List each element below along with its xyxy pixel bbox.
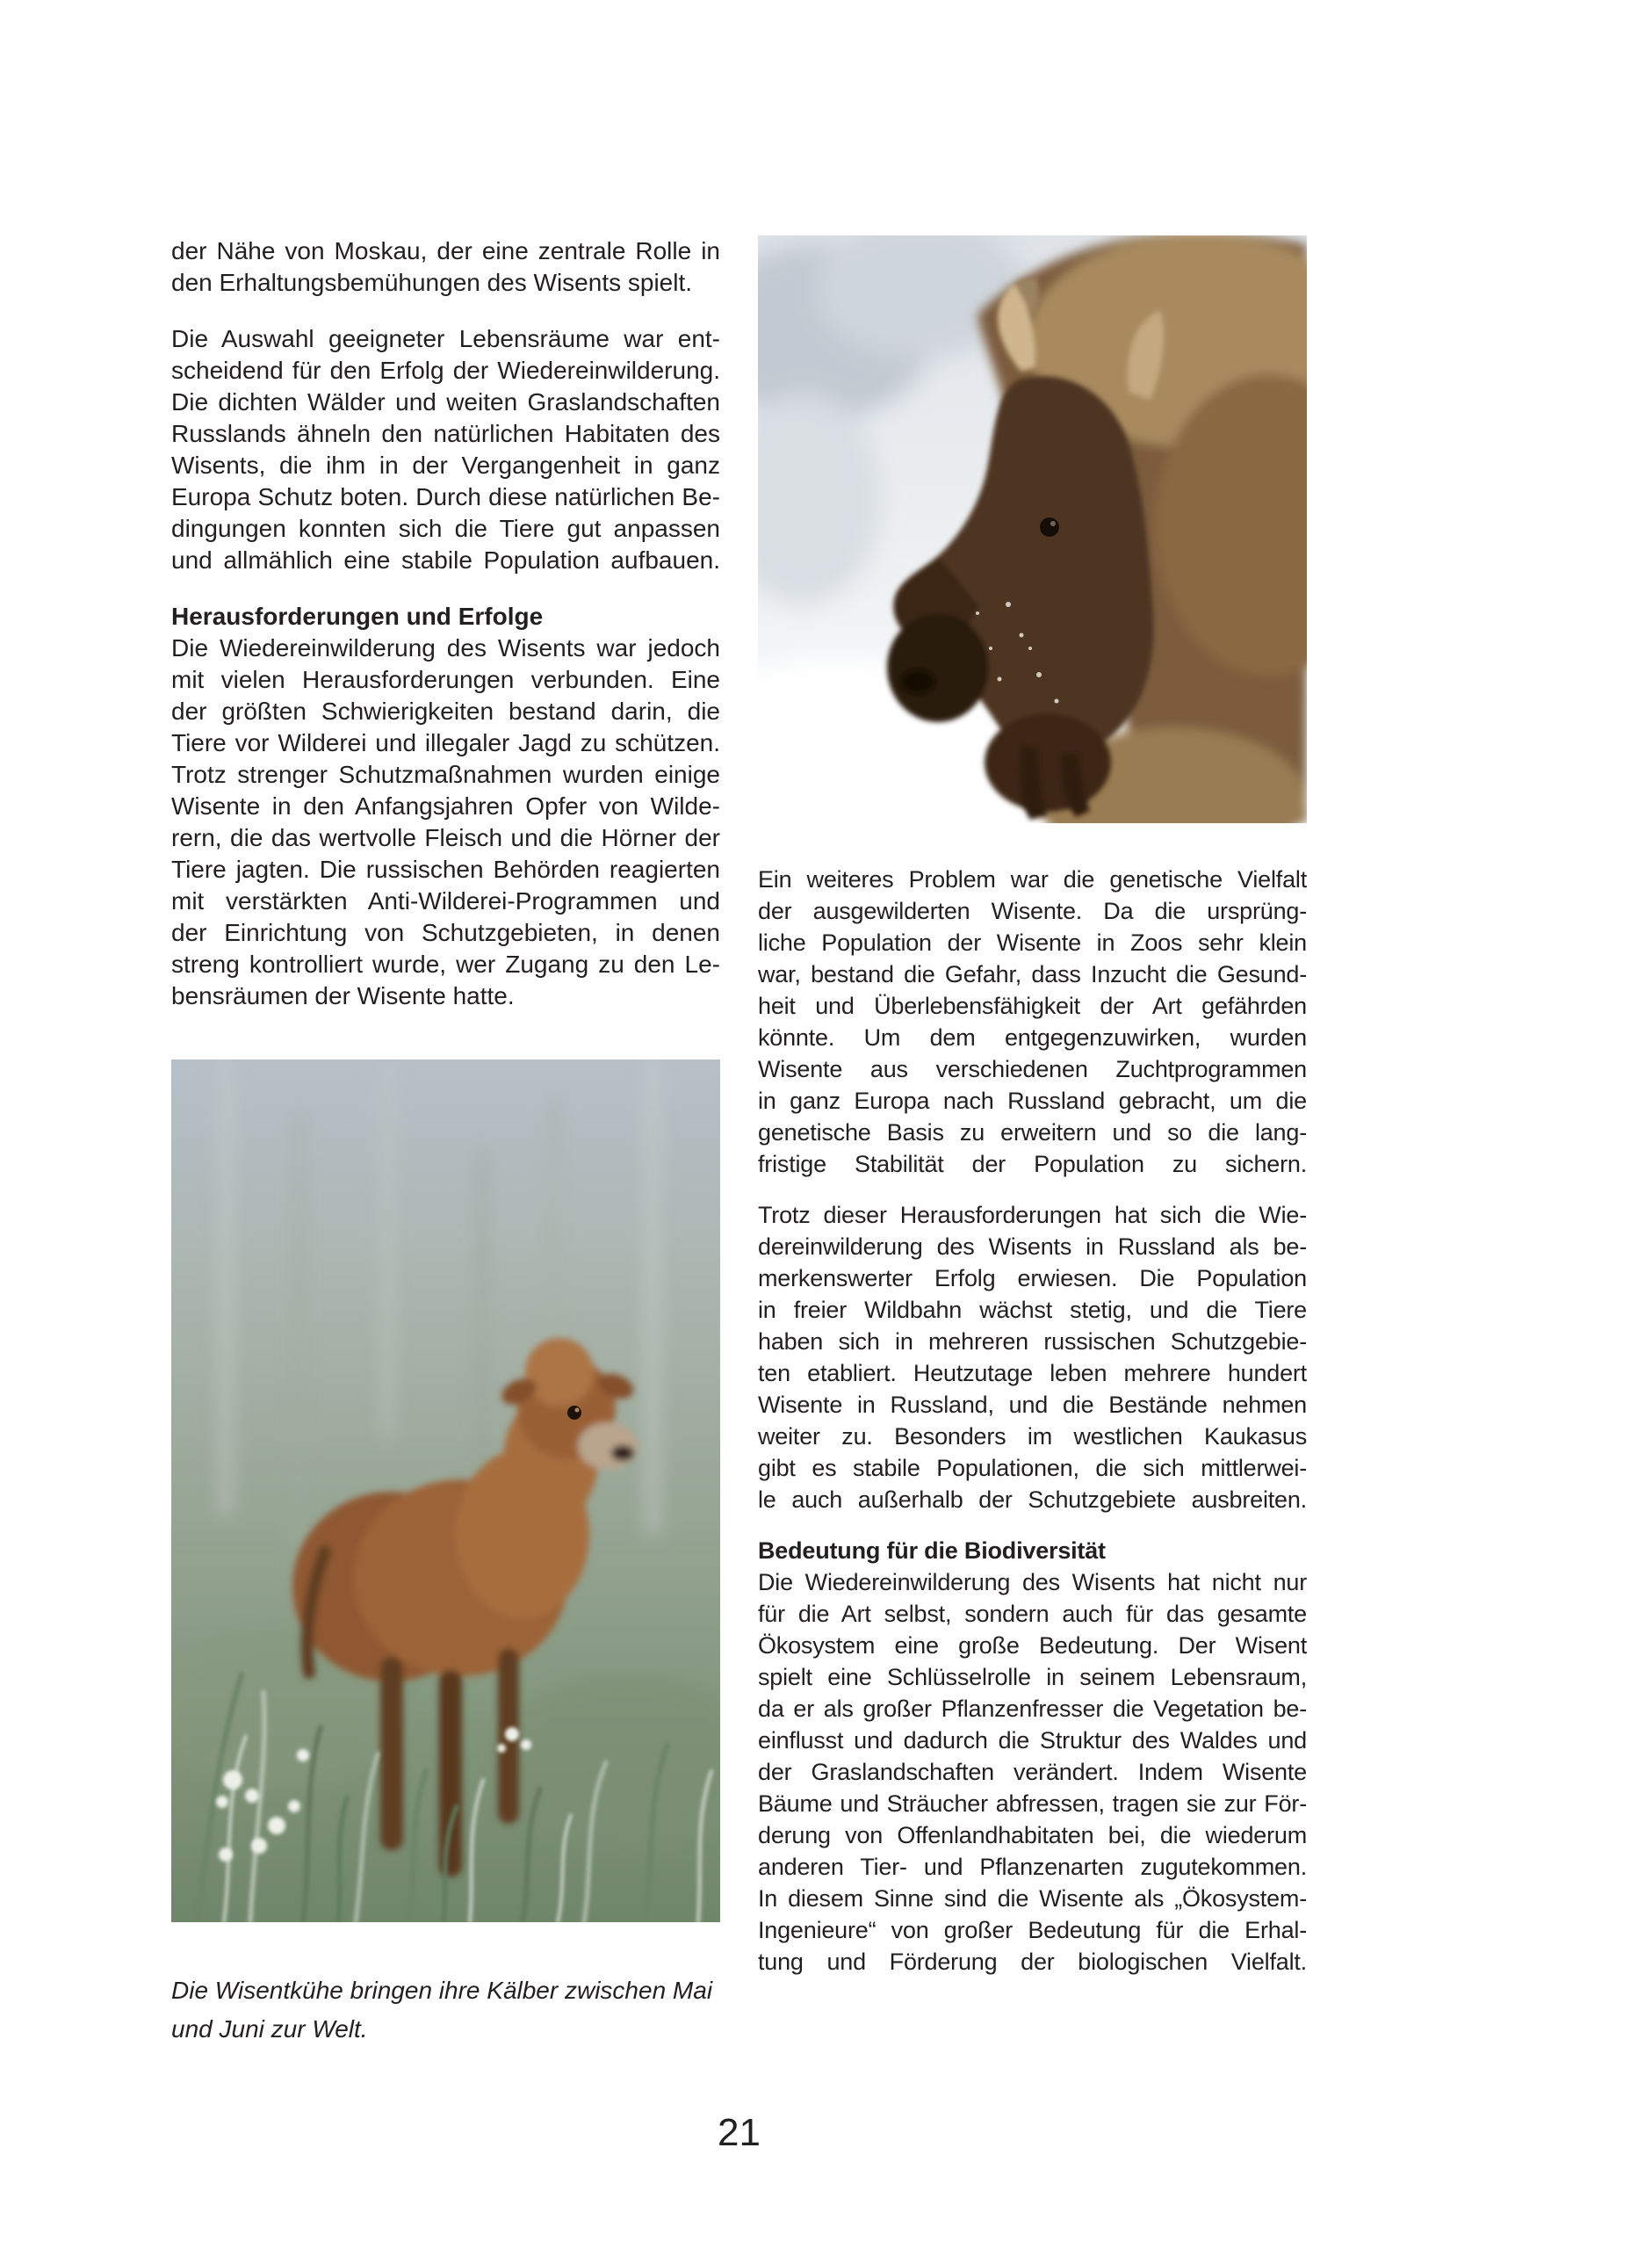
page-number: 21 bbox=[718, 2111, 761, 2154]
bison-photo bbox=[758, 235, 1307, 823]
text-line: derung von Offenlandhabitaten bei, die wiederum bbox=[758, 1822, 1307, 1848]
caption-line: Die Wisentkühe bringen ihre Kälber zwischen Mai bbox=[171, 1977, 713, 2004]
text-line: in ganz Europa nach Russland gebracht, um die bbox=[758, 1088, 1307, 1114]
text-line: Die Wiedereinwilderung des Wisents war jedoch bbox=[171, 634, 720, 662]
paragraph bbox=[171, 633, 720, 1012]
text-line: und allmählich eine stabile Population aufbauen. bbox=[171, 546, 720, 574]
paragraph bbox=[171, 235, 720, 299]
text-line: Tiere vor Wilderei und illegaler Jagd zu schützen. bbox=[171, 729, 720, 756]
text-line: Wisente in den Anfangsjahren Opfer von Wilde- bbox=[171, 792, 720, 820]
text-line: genetische Basis zu erweitern und so die lang- bbox=[758, 1119, 1307, 1146]
right-column bbox=[758, 235, 1307, 1997]
text-line: Wisente aus verschiedenen Zuchtprogrammen bbox=[758, 1056, 1307, 1082]
text-line: Die dichten Wälder und weiten Graslandschaften bbox=[171, 388, 720, 416]
text-line: der ausgewilderten Wisente. Da die ursprüng- bbox=[758, 898, 1307, 924]
text-line: Russlands ähneln den natürlichen Habitaten des bbox=[171, 420, 720, 447]
text-line: dingungen konnten sich die Tiere gut anpassen bbox=[171, 515, 720, 542]
text-line: spielt eine Schlüsselrolle in seinem Lebensraum, bbox=[758, 1664, 1307, 1690]
bison-photo-illustration bbox=[758, 235, 1307, 823]
text-line: Ingenieure“ von großer Bedeutung für die Erhal- bbox=[758, 1917, 1307, 1943]
calf-photo-illustration bbox=[171, 1059, 720, 1922]
text-line: da er als großer Pflanzenfresser die Vegetation be- bbox=[758, 1696, 1307, 1722]
text-line: Die Auswahl geeigneter Lebensräume war ent- bbox=[171, 325, 720, 352]
section-heading: Herausforderungen und Erfolge bbox=[171, 603, 544, 630]
text-line: für die Art selbst, sondern auch für das gesamte bbox=[758, 1601, 1307, 1627]
text-line: haben sich in mehreren russischen Schutzgebie- bbox=[758, 1328, 1307, 1355]
text-line: in freier Wildbahn wächst stetig, und die Tiere bbox=[758, 1297, 1307, 1323]
text-line: der Graslandschaften verändert. Indem Wisente bbox=[758, 1759, 1307, 1785]
photo-caption bbox=[171, 1971, 720, 2049]
text-line: Trotz strenger Schutzmaßnahmen wurden einige bbox=[171, 761, 720, 788]
calf-photo bbox=[171, 1059, 720, 1922]
text-line: merkenswerter Erfolg erwiesen. Die Population bbox=[758, 1265, 1307, 1291]
text-line: Trotz dieser Herausforderungen hat sich die Wie- bbox=[758, 1202, 1307, 1228]
text-line: gibt es stabile Populationen, die sich mittlerwei- bbox=[758, 1455, 1307, 1481]
text-line: In diesem Sinne sind die Wisente als „Ökosystem- bbox=[758, 1885, 1307, 1912]
text-line: der Einrichtung von Schutzgebieten, in denen bbox=[171, 919, 720, 946]
left-column bbox=[171, 235, 720, 2049]
caption-line: und Juni zur Welt. bbox=[171, 2015, 368, 2043]
text-line: tung und Förderung der biologischen Vielfalt. bbox=[758, 1949, 1307, 1975]
text-line: fristige Stabilität der Population zu sichern. bbox=[758, 1151, 1307, 1177]
paragraph bbox=[171, 323, 720, 576]
text-line: war, bestand die Gefahr, dass Inzucht die Gesund- bbox=[758, 961, 1307, 987]
text-line: le auch außerhalb der Schutzgebiete ausbreiten. bbox=[758, 1486, 1307, 1513]
text-line: heit und Überlebensfähigkeit der Art gefährden bbox=[758, 993, 1307, 1019]
text-line: Wisents, die ihm in der Vergangenheit in ganz bbox=[171, 452, 720, 479]
text-line: liche Population der Wisente in Zoos sehr klein bbox=[758, 929, 1307, 956]
text-line: weiter zu. Besonders im westlichen Kaukasus bbox=[758, 1423, 1307, 1450]
text-line: Wisente in Russland, und die Bestände nehmen bbox=[758, 1392, 1307, 1418]
text-line: der Nähe von Moskau, der eine zentrale Rolle in bbox=[171, 237, 720, 264]
text-line: den Erhaltungsbemühungen des Wisents spielt. bbox=[171, 269, 693, 296]
text-line: streng kontrolliert wurde, wer Zugang zu den Le- bbox=[171, 951, 720, 978]
paragraph bbox=[758, 864, 1307, 1180]
text-line: Ökosystem eine große Bedeutung. Der Wisent bbox=[758, 1632, 1307, 1659]
text-line: bensräumen der Wisente hatte. bbox=[171, 982, 515, 1009]
left-column-text bbox=[171, 235, 720, 1012]
text-line: ten etabliert. Heutzutage leben mehrere hundert bbox=[758, 1360, 1307, 1386]
right-column-text bbox=[758, 864, 1307, 1978]
paragraph bbox=[758, 1199, 1307, 1515]
text-line: dereinwilderung des Wisents in Russland als be- bbox=[758, 1233, 1307, 1260]
text-line: Europa Schutz boten. Durch diese natürlichen Be- bbox=[171, 483, 720, 510]
text-line: Bäume und Sträucher abfressen, tragen sie zur För- bbox=[758, 1790, 1307, 1817]
text-line: rern, die das wertvolle Fleisch und die Hörner der bbox=[171, 824, 720, 851]
text-line: Tiere jagten. Die russischen Behörden reagierten bbox=[171, 856, 720, 883]
text-line: Die Wiedereinwilderung des Wisents hat nicht nur bbox=[758, 1569, 1307, 1595]
text-line: könnte. Um dem entgegenzuwirken, wurden bbox=[758, 1024, 1307, 1051]
text-line: mit verstärkten Anti-Wilderei-Programmen und bbox=[171, 887, 720, 915]
section-heading: Bedeutung für die Biodiversität bbox=[758, 1537, 1106, 1564]
text-line: anderen Tier- und Pflanzenarten zugutekommen. bbox=[758, 1854, 1307, 1880]
text-line: der größten Schwierigkeiten bestand darin, die bbox=[171, 698, 720, 725]
text-line: Ein weiteres Problem war die genetische Vielfalt bbox=[758, 866, 1307, 893]
text-line: mit vielen Herausforderungen verbunden. Eine bbox=[171, 666, 720, 693]
text-line: scheidend für den Erfolg der Wiedereinwilderung. bbox=[171, 357, 720, 384]
paragraph bbox=[758, 1566, 1307, 1978]
text-line: einflusst und dadurch die Struktur des Waldes und bbox=[758, 1727, 1307, 1754]
